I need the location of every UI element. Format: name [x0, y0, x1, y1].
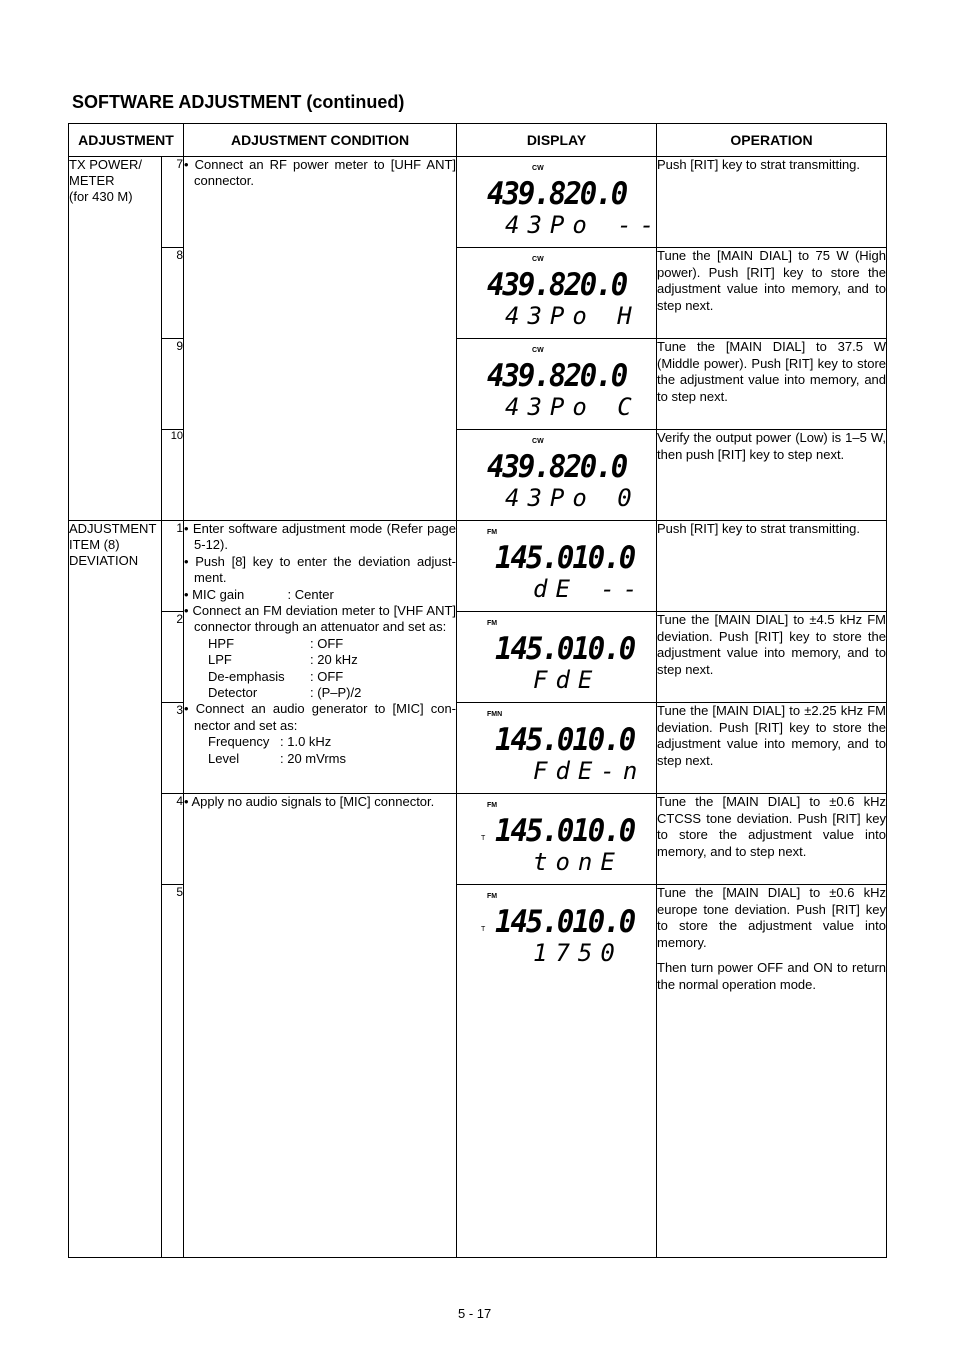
condition-cell [184, 521, 457, 794]
lcd-frequency: 145.010.0 [495, 630, 635, 667]
page-title: SOFTWARE ADJUSTMENT (continued) [72, 92, 405, 112]
section-label-text: ADJUSTMENT ITEM (8) DEVIATION [69, 521, 157, 568]
lcd-sub-display: 43Po C [505, 393, 640, 421]
step-number: 4 [162, 794, 184, 885]
condition-text: • Enter software adjustment mode (Refer page 5-12). [184, 521, 457, 553]
mode-indicator: CW [532, 347, 544, 354]
operation-cell [657, 612, 887, 703]
operation-text: Then turn power OFF and ON to return the normal operation mode. [657, 960, 887, 992]
condition-text: • Push [8] key to enter the deviation adjust-ment. [184, 553, 457, 586]
display-cell [457, 248, 657, 339]
operation-text: Push [RIT] key to strat transmitting. [657, 157, 861, 172]
step-number: 7 [162, 157, 184, 248]
lcd-display [457, 430, 656, 520]
mode-indicator: FM [487, 620, 498, 627]
header-row [69, 124, 887, 157]
lcd-display [457, 885, 656, 975]
lcd-sub-display: 43Po -- [505, 211, 663, 239]
operation-cell [657, 339, 887, 430]
step-number: 3 [162, 703, 184, 794]
operation-text: Push [RIT] key to strat transmitting. [657, 521, 861, 536]
display-cell [457, 794, 657, 885]
lcd-display [457, 703, 656, 793]
section-label-tx-power [69, 157, 162, 521]
lcd-display [457, 612, 656, 702]
operation-cell [657, 703, 887, 794]
tone-indicator: T [481, 926, 486, 933]
condition-cell [184, 794, 457, 1258]
operation-cell [657, 248, 887, 339]
header-condition: ADJUSTMENT CONDITION [184, 124, 457, 157]
lcd-sub-display: tonE [533, 848, 623, 876]
lcd-display [457, 339, 656, 429]
lcd-frequency: 145.010.0 [495, 721, 635, 758]
operation-cell [657, 521, 887, 612]
setting-value: : 20 mVrms [280, 750, 346, 766]
step-number: 1 [162, 521, 184, 612]
lcd-frequency: 439.820.0 [487, 175, 627, 212]
display-cell [457, 521, 657, 612]
header-adjustment: ADJUSTMENT [69, 124, 184, 157]
setting-item [184, 751, 456, 767]
setting-item [184, 669, 456, 685]
mode-indicator: CW [532, 438, 544, 445]
setting-item [184, 734, 456, 750]
mode-indicator: FMN [487, 711, 503, 718]
step-number: 8 [162, 248, 184, 339]
lcd-frequency: 145.010.0 [495, 539, 635, 576]
operation-text: Tune the [MAIN DIAL] to ±0.6 kHz CTCSS tone deviation. Push [RIT] key to store the adjustment value into memory, and to step next. [657, 794, 887, 859]
operation-text: Tune the [MAIN DIAL] to 37.5 W (Middle power). Push [RIT] key to store the adjustment value into memory, and to step next. [657, 339, 887, 404]
setting-value: : OFF [310, 668, 344, 684]
step-number: 5 [162, 885, 184, 1258]
lcd-display [457, 521, 656, 611]
display-cell [457, 885, 657, 1258]
mode-indicator: FM [487, 893, 498, 900]
step-number: 9 [162, 339, 184, 430]
table-row [69, 521, 887, 612]
setting-name: Frequency [208, 734, 270, 750]
operation-cell [657, 430, 887, 521]
display-cell [457, 612, 657, 703]
lcd-sub-display: 43Po H [505, 302, 640, 330]
condition-text: • Connect an audio generator to [MIC] con-nector and set as: [184, 701, 457, 733]
setting-item [184, 636, 456, 652]
operation-text: Tune the [MAIN DIAL] to ±2.25 kHz FM deviation. Push [RIT] key to store the adjustment value into memory, and to step next. [657, 703, 887, 768]
table-row [69, 157, 887, 248]
lcd-frequency: 439.820.0 [487, 266, 627, 303]
setting-name: Detector [208, 685, 258, 701]
condition-text: • MIC gain : Center [184, 586, 334, 602]
display-cell [457, 157, 663, 248]
setting-value: : OFF [310, 635, 344, 651]
lcd-frequency: 439.820.0 [487, 448, 627, 485]
page-number: 5 - 17 [458, 1306, 492, 1321]
setting-item [184, 652, 456, 668]
mode-indicator: CW [532, 256, 544, 263]
setting-name: HPF [208, 635, 235, 651]
setting-value: : (P–P)/2 [310, 685, 362, 701]
lcd-sub-display: 1750 [533, 939, 623, 967]
operation-text: Tune the [MAIN DIAL] to ±0.6 kHz europe tone deviation. Push [RIT] key to store the adjustment value into memory. [657, 885, 887, 950]
section-label-text: TX POWER/ METER (for 430 M) [69, 157, 142, 204]
operation-text: Tune the [MAIN DIAL] to ±4.5 kHz FM deviation. Push [RIT] key to store the adjustment value into memory, and to step next. [657, 612, 887, 677]
section-label-deviation [69, 521, 162, 1258]
setting-name: De-emphasis [208, 668, 285, 684]
operation-cell [657, 157, 887, 248]
lcd-display [457, 157, 663, 247]
operation-text: Verify the output power (Low) is 1–5 W, then push [RIT] key to step next. [657, 430, 887, 462]
mode-indicator: FM [487, 529, 498, 536]
setting-item [184, 685, 456, 701]
setting-name: LPF [208, 652, 232, 668]
step-number: 10 [162, 430, 184, 521]
lcd-display [457, 794, 656, 884]
lcd-frequency: 145.010.0 [495, 812, 635, 849]
setting-value: : 20 kHz [310, 652, 358, 668]
setting-name: Level [208, 750, 240, 766]
header-display: DISPLAY [457, 124, 657, 157]
header-operation: OPERATION [657, 124, 887, 157]
display-cell [457, 703, 657, 794]
display-cell [457, 339, 657, 430]
mode-indicator: CW [532, 165, 544, 172]
condition-cell [184, 157, 457, 521]
tone-indicator: T [481, 835, 486, 842]
lcd-frequency: 439.820.0 [487, 357, 627, 394]
table-row [69, 794, 887, 885]
lcd-frequency: 145.010.0 [495, 903, 635, 940]
operation-cell [657, 885, 887, 1258]
lcd-sub-display: dE -- [533, 575, 646, 603]
lcd-sub-display: FdE-n [533, 757, 646, 785]
condition-text: • Apply no audio signals to [MIC] connector. [184, 794, 435, 809]
lcd-display [457, 248, 656, 338]
lcd-sub-display: 43Po 0 [505, 484, 640, 512]
setting-value: : 1.0 kHz [280, 734, 332, 750]
display-cell [457, 430, 657, 521]
condition-text: • Connect an FM deviation meter to [VHF ANT] connector through an attenuator and set as: [184, 603, 457, 635]
mode-indicator: FM [487, 802, 498, 809]
operation-cell [657, 794, 887, 885]
condition-text: • Connect an RF power meter to [UHF ANT] connector. [184, 157, 457, 189]
lcd-sub-display: FdE [533, 666, 601, 694]
operation-text: Tune the [MAIN DIAL] to 75 W (High power). Push [RIT] key to store the adjustment value into memory, and to step next. [657, 248, 887, 313]
step-number: 2 [162, 612, 184, 703]
adjustment-table [68, 123, 887, 1258]
